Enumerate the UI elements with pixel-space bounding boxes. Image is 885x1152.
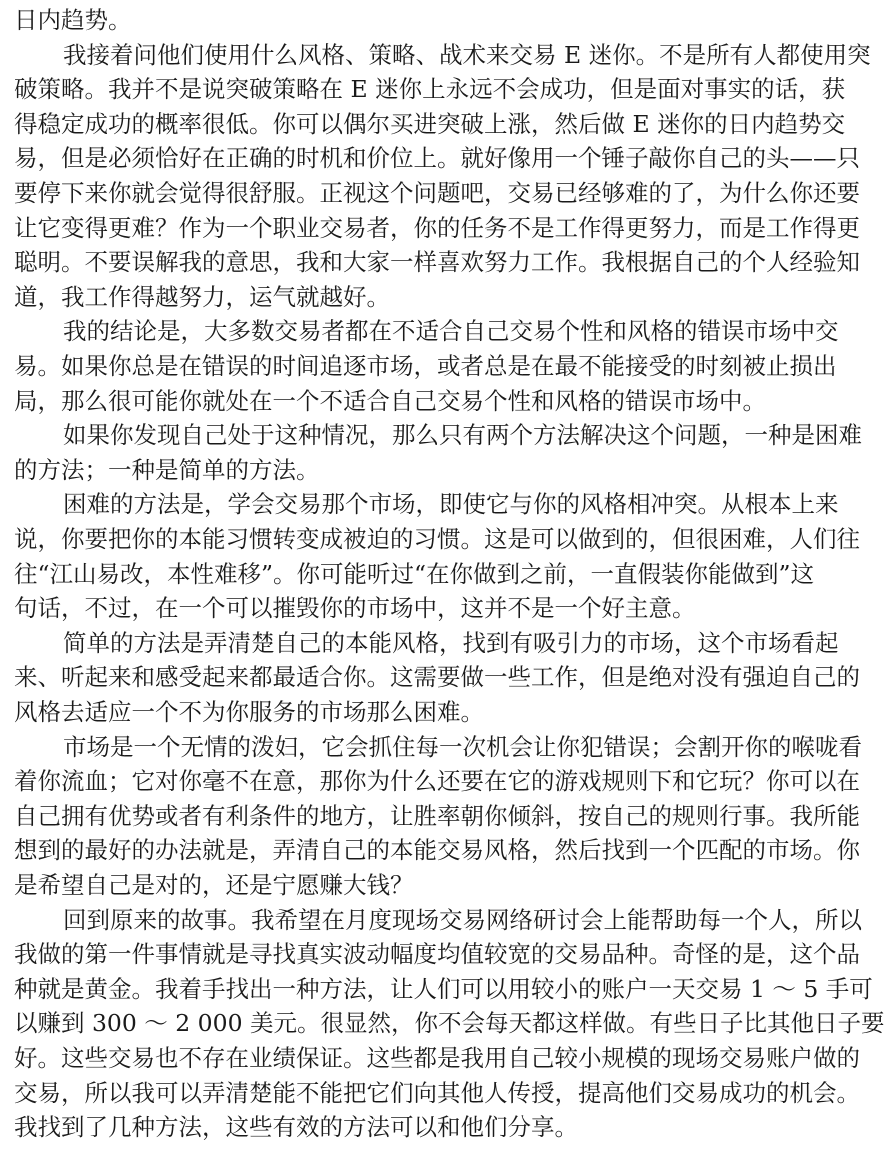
- text-line: 往“江山易改，本性难移”。你可能听过“在你做到之前，一直假装你能做到”这: [14, 559, 815, 588]
- text-line: 日内趋势。: [14, 6, 132, 34]
- text-line: 我的结论是，大多数交易者都在不适合自己交易个性和风格的错误市场中交: [63, 317, 839, 346]
- text-line: 道，我工作得越努力，运气就越好。: [14, 282, 390, 311]
- text-line: 如果你发现自己处于这种情况，那么只有两个方法解决这个问题，一种是困难: [63, 421, 862, 450]
- text-line: 说，你要把你的本能习惯转变成被迫的习惯。这是可以做到的，但很困难，人们往: [14, 525, 860, 553]
- text-line: 回到原来的故事。我希望在月度现场交易网络研讨会上能帮助每一个人，所以: [63, 905, 862, 934]
- text-line: 让它变得更难？作为一个职业交易者，你的任务不是工作得更努力，而是工作得更: [14, 213, 860, 242]
- text-line: 我做的第一件事情就是寻找真实波动幅度均值较宽的交易品种。奇怪的是，这个品: [14, 940, 860, 969]
- text-line: 破策略。我并不是说突破策略在 E 迷你上永远不会成功，但是面对事实的话，获: [14, 75, 846, 104]
- text-line: 交易，所以我可以弄清楚能不能把它们向其他人传授，提高他们交易成功的机会。: [14, 1078, 860, 1107]
- text-line: 想到的最好的办法就是，弄清自己的本能交易风格，然后找到一个匹配的市场。你: [14, 836, 860, 865]
- text-line: 自己拥有优势或者有利条件的地方，让胜率朝你倾斜，按自己的规则行事。我所能: [14, 801, 860, 830]
- text-line: 我接着问他们使用什么风格、策略、战术来交易 E 迷你。不是所有人都使用突: [63, 40, 871, 69]
- text-line: 局，那么很可能你就处在一个不适合自己交易个性和风格的错误市场中。: [14, 386, 766, 415]
- text-line: 易，但是必须恰好在正确的时机和价位上。就好像用一个锤子敲你自己的头——只: [14, 144, 860, 173]
- text-line: 市场是一个无情的泼妇，它会抓住每一次机会让你犯错误；会割开你的喉咙看: [63, 732, 862, 761]
- text-line: 来、听起来和感受起来都最适合你。这需要做一些工作，但是绝对没有强迫自己的: [14, 663, 860, 692]
- text-line: 着你流血；它对你毫不在意，那你为什么还要在它的游戏规则下和它玩？你可以在: [14, 767, 860, 796]
- text-line: 简单的方法是弄清楚自己的本能风格，找到有吸引力的市场，这个市场看起: [63, 628, 839, 657]
- text-line: 以赚到 300 ～ 2 000 美元。很显然，你不会每天都这样做。有些日子比其他日子要: [14, 1009, 885, 1038]
- text-line: 种就是黄金。我着手找出一种方法，让人们可以用较小的账户一天交易 1 ～ 5 手可: [14, 974, 873, 1003]
- text-line: 句话，不过，在一个可以摧毁你的市场中，这并不是一个好主意。: [14, 594, 696, 623]
- text-line: 风格去适应一个不为你服务的市场那么困难。: [14, 698, 484, 726]
- text-line: 的方法；一种是简单的方法。: [14, 455, 320, 484]
- text-line: 聪明。不要误解我的意思，我和大家一样喜欢努力工作。我根据自己的个人经验知: [14, 248, 860, 277]
- text-line: 我找到了几种方法，这些有效的方法可以和他们分享。: [14, 1113, 578, 1142]
- text-line: 得稳定成功的概率很低。你可以偶尔买进突破上涨，然后做 E 迷你的日内趋势交: [14, 109, 846, 138]
- text-line: 是希望自己是对的，还是宁愿赚大钱？: [14, 871, 414, 899]
- text-line: 易。如果你总是在错误的时间追逐市场，或者总是在最不能接受的时刻被止损出: [14, 352, 837, 380]
- text-line: 困难的方法是，学会交易那个市场，即使它与你的风格相冲突。从根本上来: [63, 490, 839, 519]
- text-line: 好。这些交易也不存在业绩保证。这些都是我用自己较小规模的现场交易账户做的: [14, 1044, 860, 1072]
- text-line: 要停下来你就会觉得很舒服。正视这个问题吧，交易已经够难的了，为什么你还要: [14, 179, 860, 207]
